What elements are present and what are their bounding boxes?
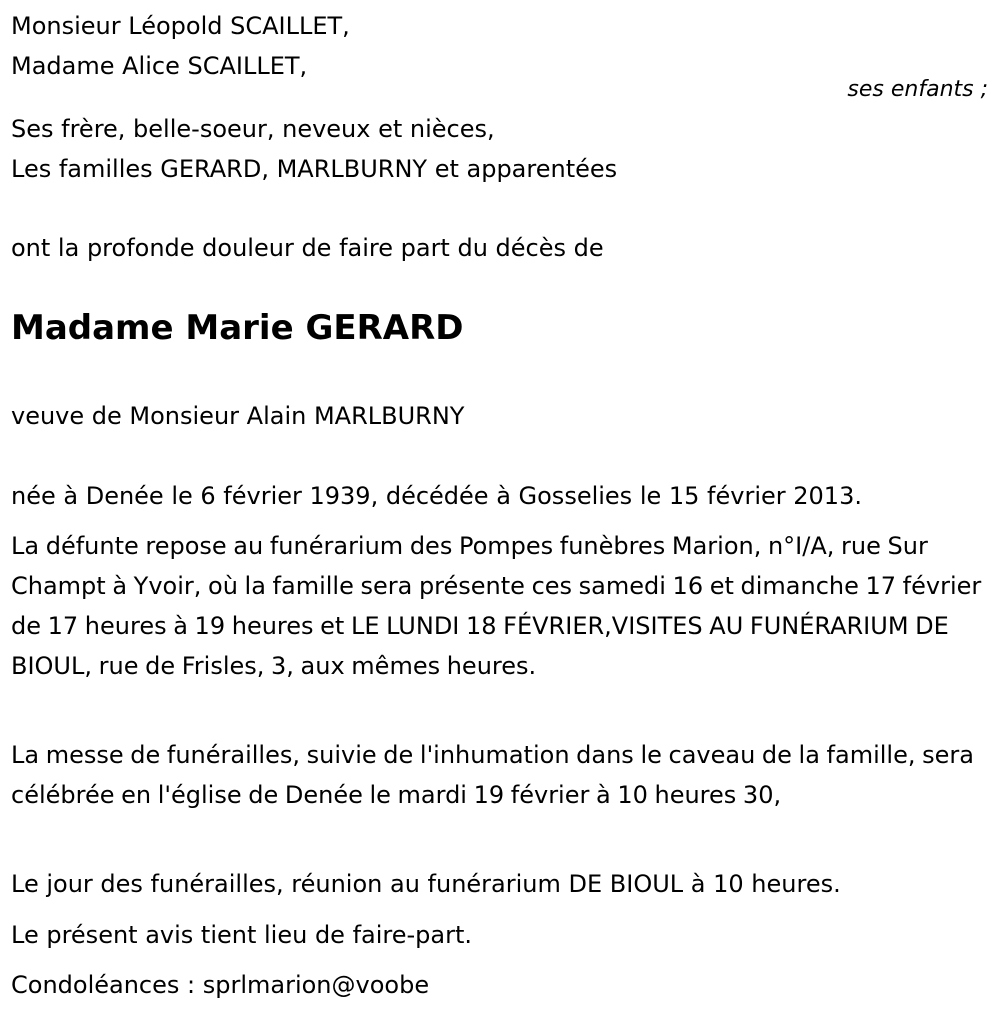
family-line-3: Ses frère, belle-soeur, neveux et nièces, [11,115,495,143]
children-note: ses enfants ; [847,77,988,102]
announcement-text: ont la profonde douleur de faire part du décès de [11,234,604,262]
family-line-4: Les familles GERARD, MARLBURNY et apparentées [11,155,618,183]
birth-death-text: née à Denée le 6 février 1939, décédée à Gosselies le 15 février 2013. [11,482,862,510]
reunion-text: Le jour des funérailles, réunion au funérarium DE BIOUL à 10 heures. [11,870,841,898]
condolences-text: Condoléances : sprlmarion@voobe [11,971,430,999]
notice-text: Le présent avis tient lieu de faire-part. [11,921,473,949]
family-line-2: Madame Alice SCAILLET, [11,52,308,80]
funeral-mass-paragraph: La messe de funérailles, suivie de l'inhumation dans le caveau de la famille, sera célébrée en l'église de Denée le mardi 19 février à 10 heures 30, [11,741,974,809]
deceased-name: Madame Marie GERARD [11,308,464,348]
family-line-1: Monsieur Léopold SCAILLET, [11,12,350,40]
widow-of-text: veuve de Monsieur Alain MARLBURNY [11,402,465,430]
repose-paragraph: La défunte repose au funérarium des Pompes funèbres Marion, n°I/A, rue Sur Champt à Yvoir, où la famille sera présente ces samedi 16 et dimanche 17 février de 17 heures à 19 heures et LE LUNDI 18 FÉVRIER,VISITES AU FUNÉRARIUM DE BIOUL, rue de Frisles, 3, aux mêmes heures. [11,532,982,680]
